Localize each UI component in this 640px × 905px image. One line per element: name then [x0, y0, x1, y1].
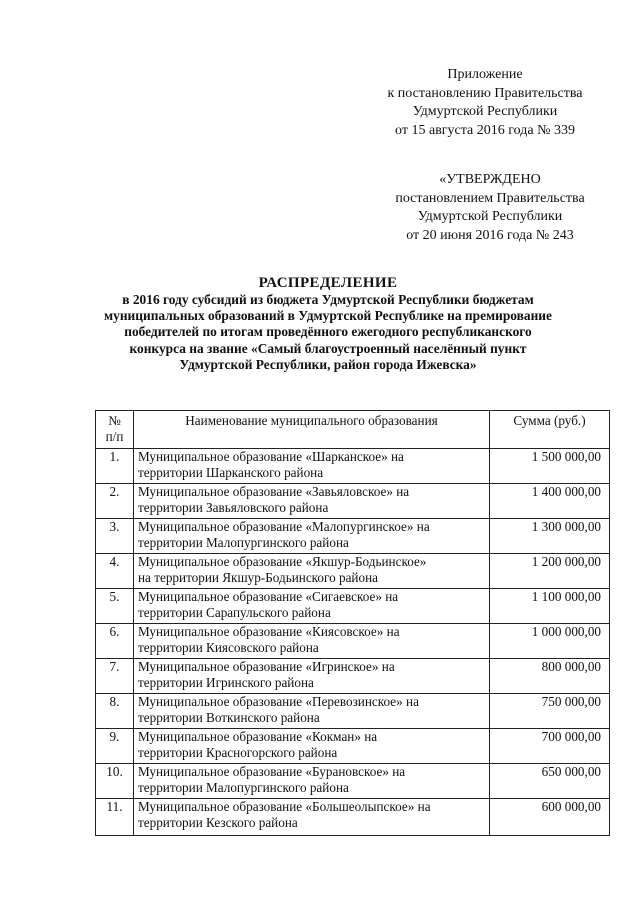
- table-row: [96, 589, 610, 624]
- row-number: 1.: [96, 449, 134, 484]
- title-line: Удмуртской Республики, район города Ижевска»: [179, 356, 477, 372]
- header-sum: Сумма (руб.): [490, 411, 610, 449]
- municipality-line1: Муниципальное образование «Большеолыпское» на: [138, 799, 431, 814]
- table-row: [96, 624, 610, 659]
- row-number: 5.: [96, 589, 134, 624]
- title-line: муниципальных образований в Удмуртской Республике на премирование: [104, 308, 552, 324]
- row-municipality: [134, 659, 490, 694]
- municipality-line2: территории Завьяловского района: [138, 499, 329, 515]
- municipality-line1: Муниципальное образование «Малопургинское» на: [138, 519, 430, 534]
- row-sum: 1 500 000,00: [490, 449, 610, 484]
- title-line: конкурса на звание «Самый благоустроенный населённый пункт: [129, 340, 527, 356]
- row-municipality: [134, 449, 490, 484]
- municipality-line2: территории Киясовского района: [138, 639, 319, 655]
- row-municipality: [134, 764, 490, 799]
- title-line: в 2016 году субсидий из бюджета Удмуртской Республики бюджетам: [122, 292, 534, 307]
- header-name: Наименование муниципального образования: [134, 411, 490, 449]
- row-sum: 600 000,00: [490, 799, 610, 836]
- row-sum: 1 100 000,00: [490, 589, 610, 624]
- table-header-row: [96, 411, 610, 449]
- municipality-line2: территории Кезского района: [138, 814, 298, 830]
- municipality-line2: территории Игринского района: [138, 674, 314, 690]
- row-number: 9.: [96, 729, 134, 764]
- appendix-line: к постановлению Правительства: [387, 85, 583, 101]
- row-number: 7.: [96, 659, 134, 694]
- municipality-line1: Муниципальное образование «Перевозинское» на: [138, 694, 419, 709]
- municipality-line1: Муниципальное образование «Игринское» на: [138, 659, 395, 674]
- row-municipality: [134, 694, 490, 729]
- title-heading: РАСПРЕДЕЛЕНИЕ: [258, 275, 398, 291]
- table-row: [96, 554, 610, 589]
- municipality-line1: Муниципальное образование «Бурановское» на: [138, 764, 406, 779]
- municipality-line2: территории Шарканского района: [138, 464, 324, 480]
- table-row: [96, 449, 610, 484]
- row-sum: 1 200 000,00: [490, 554, 610, 589]
- appendix-header: [385, 66, 585, 140]
- row-number: 3.: [96, 519, 134, 554]
- title-line: победителей по итогам проведённого ежегодного республиканского: [124, 324, 532, 340]
- row-number: 4.: [96, 554, 134, 589]
- row-number: 10.: [96, 764, 134, 799]
- row-municipality: [134, 554, 490, 589]
- header-num-line1: №: [108, 413, 121, 428]
- municipality-line2: территории Малопургинского района: [138, 534, 349, 550]
- row-sum: 700 000,00: [490, 729, 610, 764]
- municipality-line2: на территории Якшур-Бодьинского района: [138, 569, 378, 585]
- table-row: [96, 764, 610, 799]
- row-number: 2.: [96, 484, 134, 519]
- approved-line: Удмуртской Республики: [417, 209, 563, 224]
- municipality-line1: Муниципальное образование «Кокман» на: [138, 729, 378, 744]
- table-row: [96, 659, 610, 694]
- table-row: [96, 799, 610, 836]
- row-sum: 650 000,00: [490, 764, 610, 799]
- appendix-line: от 15 августа 2016 года № 339: [395, 122, 575, 138]
- row-sum: 800 000,00: [490, 659, 610, 694]
- approved-line: от 20 июня 2016 года № 243: [406, 227, 574, 243]
- municipality-line1: Муниципальное образование «Шарканское» на: [138, 449, 404, 464]
- table-row: [96, 484, 610, 519]
- approved-stamp-block: [385, 171, 595, 245]
- municipality-line2: территории Красногорского района: [138, 744, 338, 760]
- table-row: [96, 694, 610, 729]
- appendix-line: Удмуртской Республики: [412, 104, 558, 119]
- row-sum: 1 000 000,00: [490, 624, 610, 659]
- document-title: [80, 274, 576, 373]
- municipality-line2: территории Малопургинского района: [138, 779, 349, 795]
- row-sum: 1 400 000,00: [490, 484, 610, 519]
- row-number: 8.: [96, 694, 134, 729]
- row-sum: 750 000,00: [490, 694, 610, 729]
- table-row: [96, 519, 610, 554]
- appendix-line: Приложение: [447, 67, 523, 82]
- municipality-line1: Муниципальное образование «Завьяловское» на: [138, 484, 410, 499]
- table-body: [96, 449, 610, 836]
- row-municipality: [134, 519, 490, 554]
- header-num: [96, 411, 134, 449]
- row-municipality: [134, 799, 490, 836]
- approved-line: «УТВЕРЖДЕНО: [439, 172, 541, 187]
- row-number: 6.: [96, 624, 134, 659]
- row-municipality: [134, 729, 490, 764]
- approved-line: постановлением Правительства: [395, 190, 585, 206]
- municipality-line1: Муниципальное образование «Сигаевское» на: [138, 589, 399, 604]
- row-number: 11.: [96, 799, 134, 836]
- row-municipality: [134, 484, 490, 519]
- distribution-table: [95, 410, 610, 836]
- header-num-line2: п/п: [105, 428, 124, 444]
- municipality-line1: Муниципальное образование «Якшур-Бодьинское»: [138, 554, 427, 569]
- table-row: [96, 729, 610, 764]
- municipality-line2: территории Сарапульского района: [138, 604, 331, 620]
- row-municipality: [134, 589, 490, 624]
- municipality-line2: территории Воткинского района: [138, 709, 320, 725]
- row-municipality: [134, 624, 490, 659]
- row-sum: 1 300 000,00: [490, 519, 610, 554]
- municipality-line1: Муниципальное образование «Киясовское» на: [138, 624, 400, 639]
